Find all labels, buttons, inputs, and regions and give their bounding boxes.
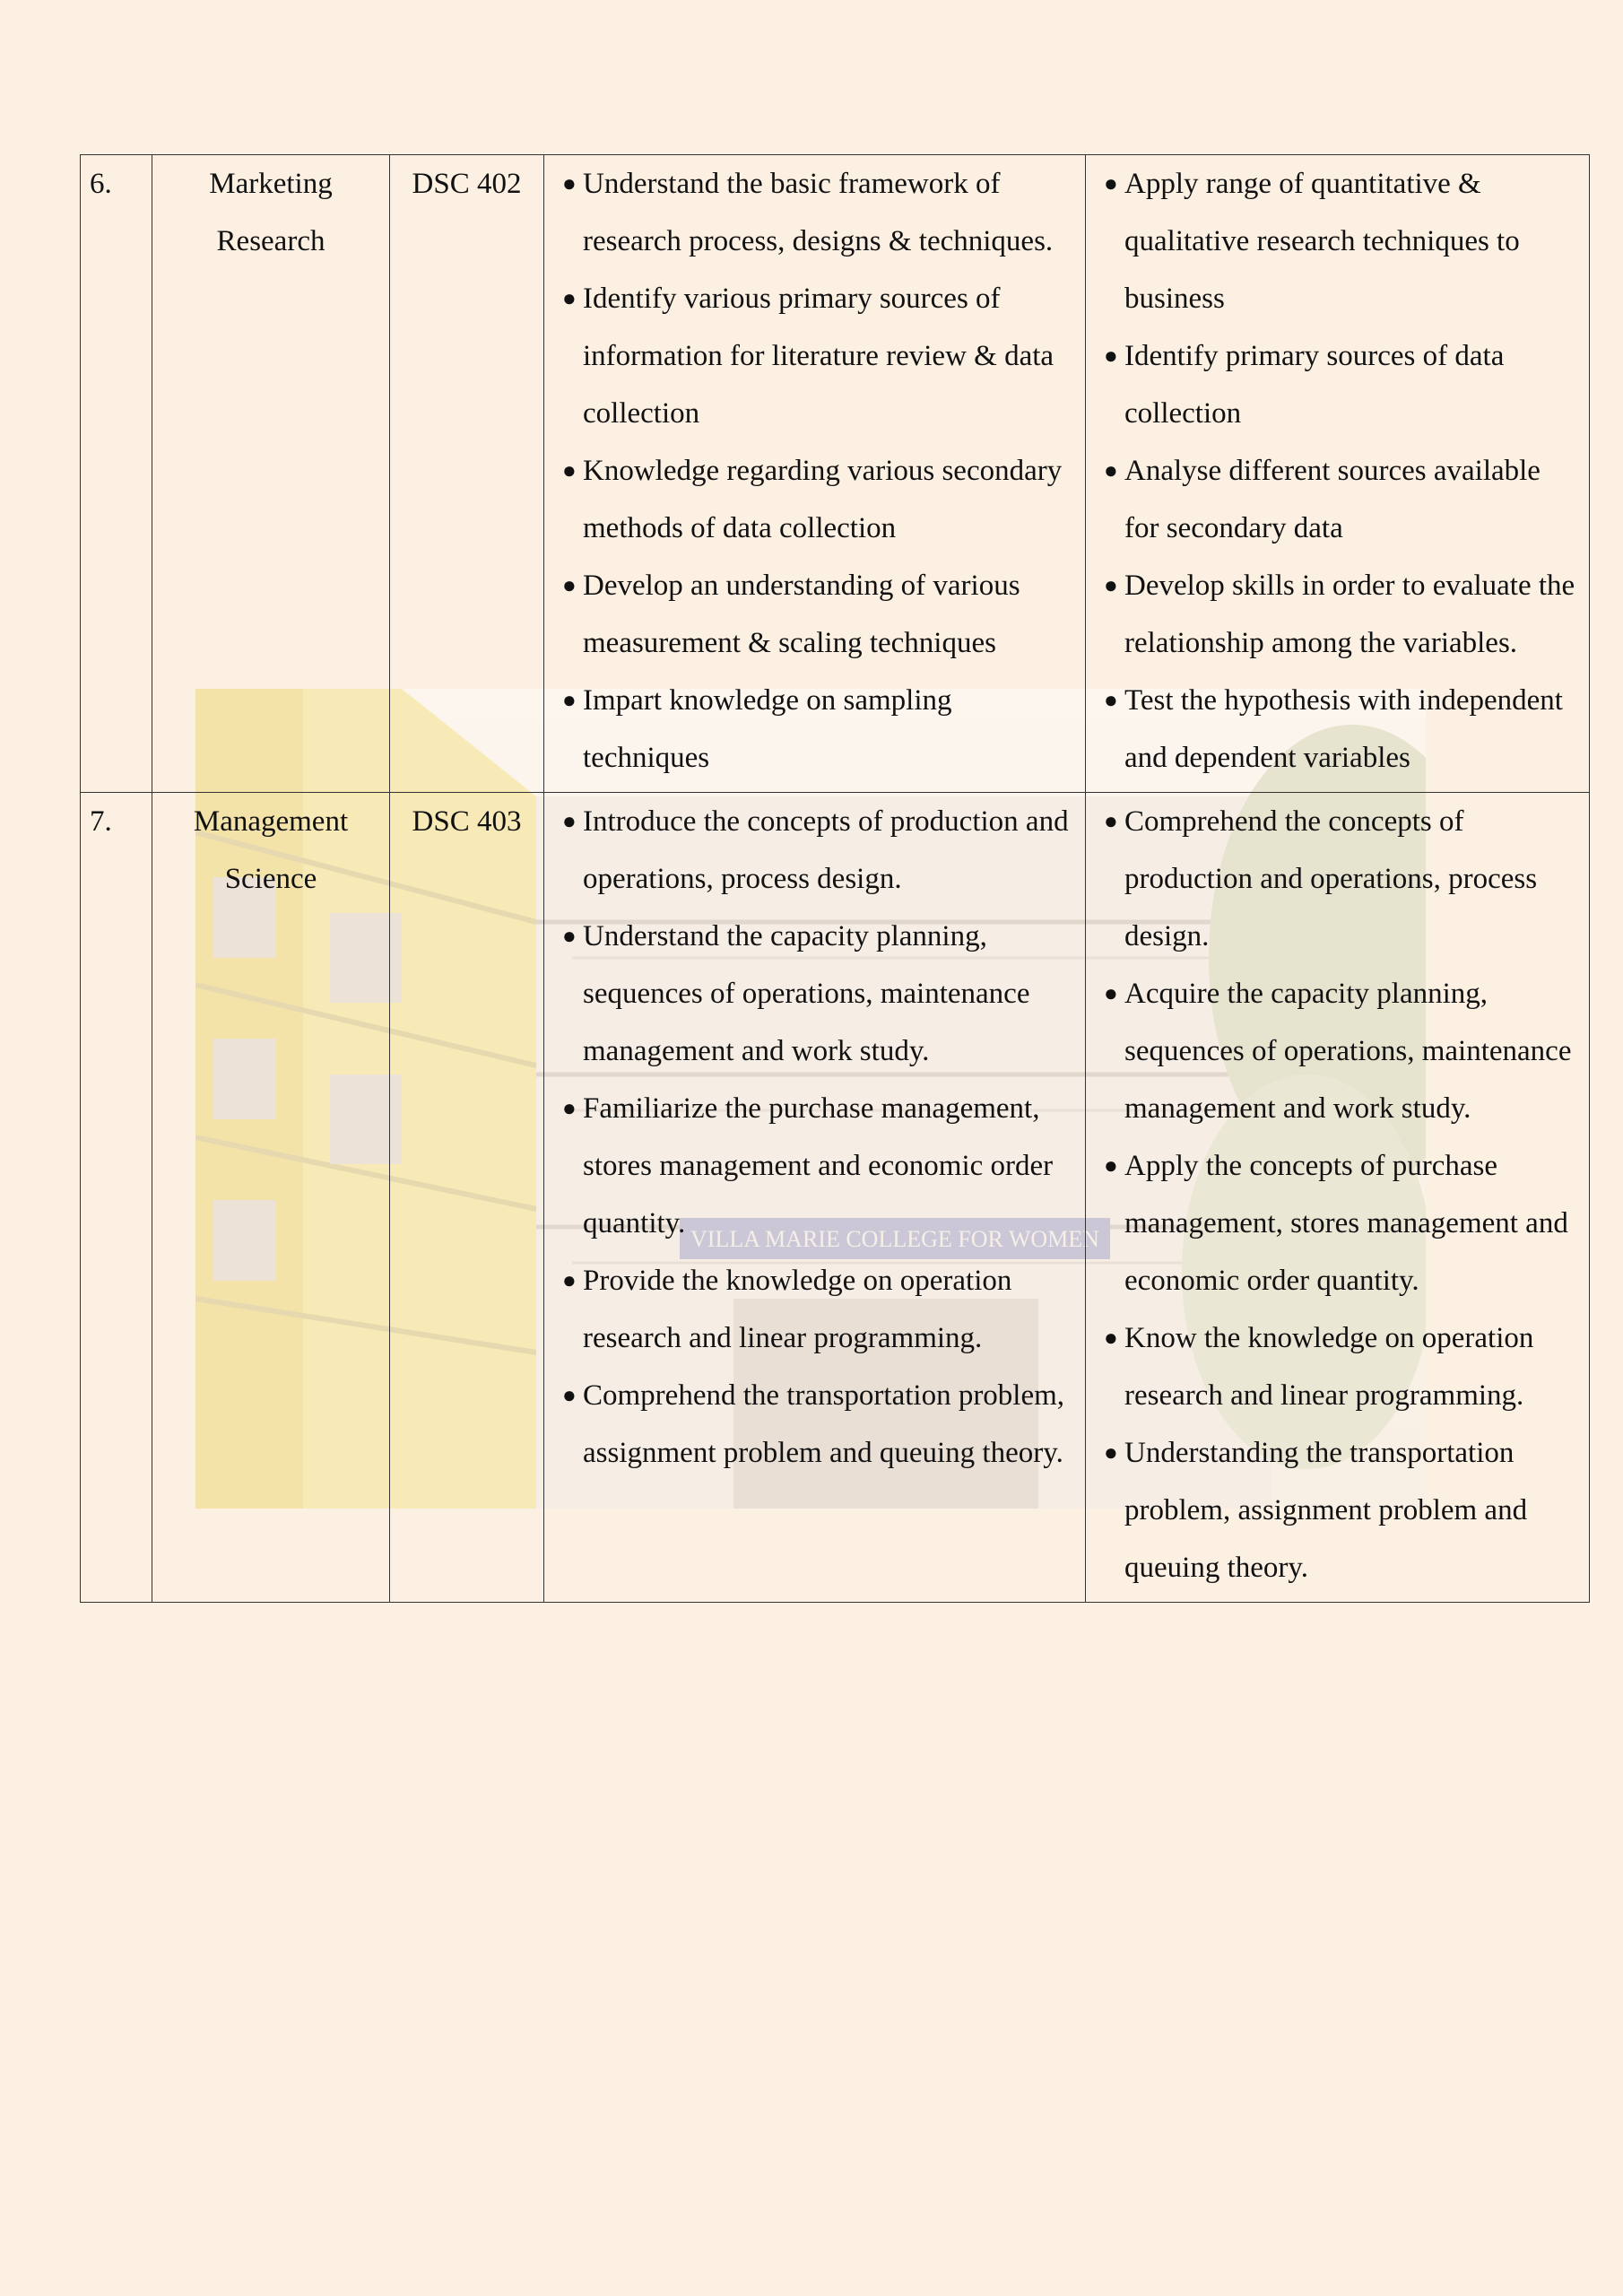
serial-number-cell: 7. [81,793,152,1603]
course-title-cell [152,155,390,793]
course-outcomes-list [1086,793,1589,1602]
course-title-cell [152,793,390,1603]
bullet-icon: ● [1104,1152,1118,1178]
course-outcomes-cell [1086,155,1590,793]
serial-number-cell: 6. [81,155,152,793]
course-title-line: Management [193,805,349,838]
outcome-item [1086,557,1589,672]
course-title-line: Research [216,225,325,257]
bullet-icon: ● [1104,980,1118,1006]
outcome-item [1086,1309,1589,1424]
objective-item [544,1367,1085,1482]
course-title-line: Science [224,863,317,895]
bullet-icon: ● [1104,1439,1118,1465]
course-code-cell: DSC 403 [390,793,544,1603]
objective-item-text: Develop an understanding of various measurement & scaling techniques [583,570,1020,659]
objective-item [544,557,1085,672]
bullet-icon: ● [562,285,577,311]
course-outcomes-list [1086,155,1589,792]
table-row [81,155,1590,793]
objective-item [544,1080,1085,1252]
bullet-icon: ● [562,572,577,598]
outcome-item-text: Know the knowledge on operation research and linear programming. [1124,1322,1534,1412]
bullet-icon: ● [562,1267,577,1293]
bullet-icon: ● [562,457,577,483]
course-outcomes-table [80,154,1590,1603]
outcome-item-text: Apply range of quantitative & qualitative research techniques to business [1124,168,1520,315]
outcome-item [1086,1137,1589,1309]
course-code-cell: DSC 402 [390,155,544,793]
bullet-icon: ● [1104,687,1118,713]
outcome-item-text: Analyse different sources available for secondary data [1124,455,1541,544]
bullet-icon: ● [1104,170,1118,196]
objective-item-text: Understand the basic framework of research process, designs & techniques. [583,168,1054,257]
objective-item-text: Knowledge regarding various secondary methods of data collection [583,455,1063,544]
bullet-icon: ● [1104,343,1118,369]
objective-item [544,442,1085,557]
bullet-icon: ● [1104,572,1118,598]
bullet-icon: ● [562,687,577,713]
bullet-icon: ● [562,1382,577,1408]
watermark-banner-text: VILLA MARIE COLLEGE FOR WOMEN [690,1226,1099,1252]
objective-item [544,1252,1085,1367]
course-outcomes-cell [1086,793,1590,1603]
bullet-icon: ● [1104,1325,1118,1351]
outcome-item-text: Identify primary sources of data collection [1124,340,1505,430]
objective-item [544,793,1085,908]
course-objectives-list [544,155,1085,792]
course-title-line: Marketing [209,168,333,200]
objective-item-text: Provide the knowledge on operation research and linear programming. [583,1265,1012,1354]
objective-item [544,270,1085,442]
outcome-item-text: Apply the concepts of purchase management, stores management and economic order quantity. [1124,1150,1568,1297]
outcome-item [1086,327,1589,442]
course-objectives-cell [544,793,1086,1603]
outcome-item-text: Understanding the transportation problem, assignment problem and queuing theory. [1124,1437,1528,1584]
outcome-item [1086,672,1589,787]
objective-item [544,908,1085,1080]
outcome-item [1086,155,1589,327]
outcome-item-text: Comprehend the concepts of production and operations, process design. [1124,805,1538,952]
objective-item-text: Impart knowledge on sampling techniques [583,684,952,774]
table-body [81,155,1590,1603]
objective-item [544,672,1085,787]
objective-item-text: Identify various primary sources of information for literature review & data collection [583,283,1055,430]
objective-item-text: Comprehend the transportation problem, assignment problem and queuing theory. [583,1379,1065,1469]
bullet-icon: ● [562,170,577,196]
bullet-icon: ● [562,1095,577,1121]
outcome-item [1086,793,1589,965]
course-objectives-list [544,793,1085,1487]
objective-item-text: Familiarize the purchase management, stores management and economic order quantity. [583,1092,1054,1239]
bullet-icon: ● [1104,808,1118,834]
outcome-item [1086,965,1589,1137]
outcome-item-text: Develop skills in order to evaluate the relationship among the variables. [1124,570,1575,659]
outcome-item-text: Test the hypothesis with independent and dependent variables [1124,684,1563,774]
bullet-icon: ● [1104,457,1118,483]
table-row [81,793,1590,1603]
objective-item [544,155,1085,270]
outcome-item-text: Acquire the capacity planning, sequences of operations, maintenance management and work study. [1124,978,1572,1125]
outcome-item [1086,442,1589,557]
bullet-icon: ● [562,923,577,949]
objective-item-text: Introduce the concepts of production and operations, process design. [583,805,1069,895]
outcome-item [1086,1424,1589,1596]
objective-item-text: Understand the capacity planning, sequences of operations, maintenance management and work study. [583,920,1030,1067]
course-objectives-cell [544,155,1086,793]
bullet-icon: ● [562,808,577,834]
